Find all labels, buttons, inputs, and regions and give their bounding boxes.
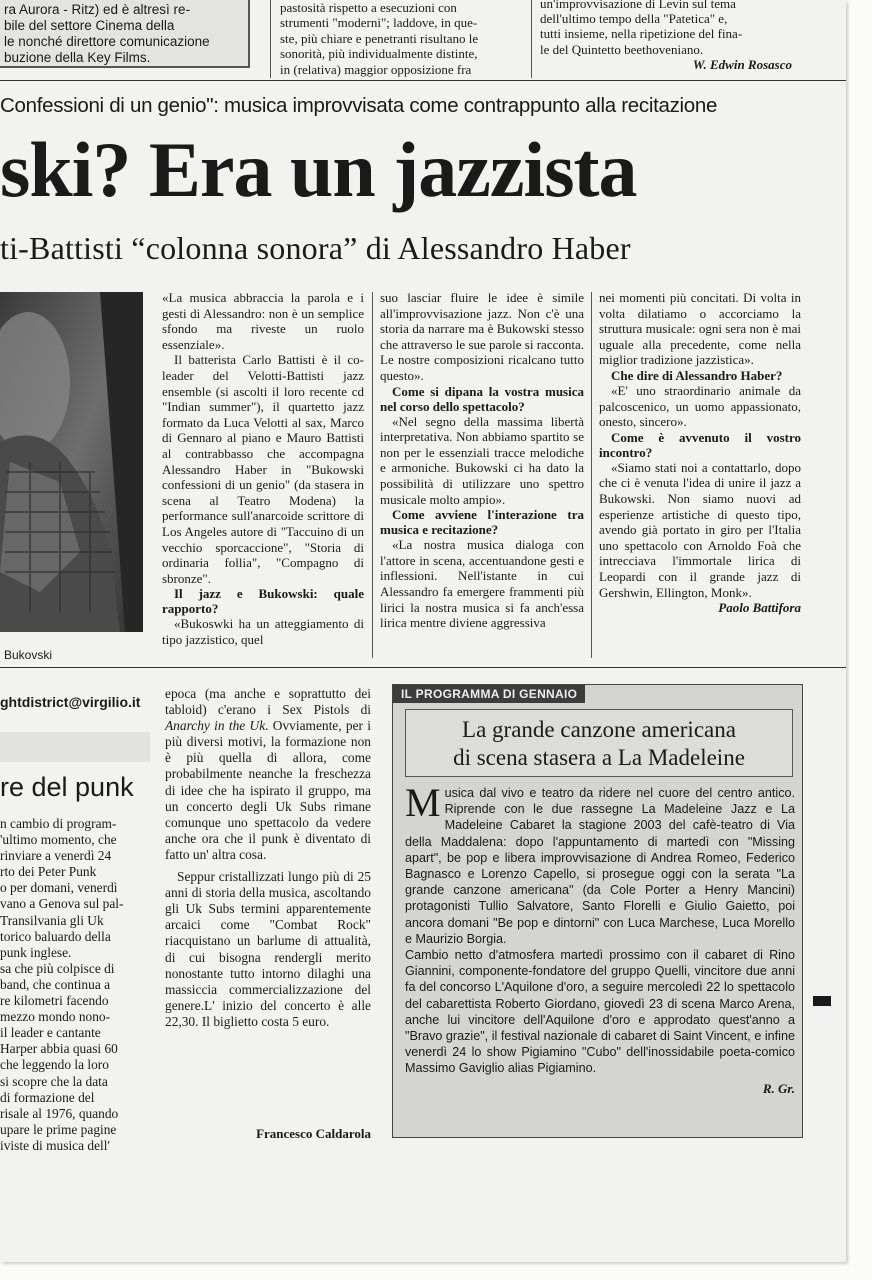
text-run: usica dal vivo e teatro da ridere nel cuore del centro antico. Riprende con le due rassegne La Madeleine Jazz e La Madeleine Cabaret la stagione 2003 del cafè-teatro di Via della Maddalena: dopo l'appuntamento di martedì con "Missing apart", be pop e libera improvvisazione di Andrea Romeo, Federico Bagnasco e Lorenzo Capello, si prosegue oggi con la serata "La grande canzone americana" (da Cole Porter a Henry Mancini) protagonisti Tullio Salvatore, Santo Florelli e Giulio Gaietto, poi ancora domani "Be pop e dintorni" con Luca Marchese, Luca Morello e Maurizio Borgia. <box>405 786 795 946</box>
punk-line: il leader e cantante <box>0 1025 101 1041</box>
programma-tag: IL PROGRAMMA DI GENNAIO <box>393 685 585 703</box>
interview-question: Come avviene l'interazione tra musica e recitazione? <box>380 507 584 538</box>
interview-question: Come è avvenuto il vostro incontro? <box>599 429 801 460</box>
programma-body <box>405 780 795 1097</box>
punk-line: rinviare a venerdì 24 <box>0 848 112 864</box>
article-column-2 <box>380 290 584 631</box>
article-byline: Paolo Battifora <box>718 600 801 616</box>
top-right-line: un'improvvisazione di Levin sul tema <box>540 0 736 11</box>
top-right-line: dell'ultimo tempo della "Patetica" e, <box>540 11 728 27</box>
top-left-line: bile del settore Cinema della <box>4 18 175 33</box>
punk-line: band, che continua a <box>0 976 111 992</box>
punk-line: n cambio di program- <box>0 816 117 831</box>
paragraph: nei momenti più concitati. Di volta in volta dilatiamo o accorciamo la struttura musicale: ogni sera non è mai uguale alla precedente, come nella miglior tradizione jazzistica». <box>599 290 801 368</box>
top-left-line: buzione della Key Films. <box>4 50 151 65</box>
punk-line: 'ultimo momento, che <box>0 832 117 848</box>
top-left-line: le nonché direttore comunicazione <box>4 34 210 49</box>
edge-marker <box>813 996 831 1006</box>
programma-byline: R. Gr. <box>762 1080 795 1096</box>
programma-headline-line: di scena stasera a La Madeleine <box>453 745 745 770</box>
punk-line: mezzo mondo nono- <box>0 1009 111 1025</box>
punk-line: Transilvania gli Uk <box>0 912 104 928</box>
paragraph: «La nostra musica dialoga con l'attore in scena, accentuandone gesti e inflessioni. Nell'istante in cui Alessandro fa emergere frammenti più lirici la nostra musica si fa anch'essa lirica mentre diviene aggressiva <box>380 537 584 631</box>
paragraph: «Bukoswki ha un atteggiamento di tipo jazzistico, quel <box>162 616 364 647</box>
paragraph <box>405 780 795 947</box>
punk-line: iviste di musica dell' <box>0 1137 110 1153</box>
punk-email: ghtdistrict@virgilio.it <box>0 694 141 710</box>
paragraph: Il batterista Carlo Battisti è il co-leader del Velotti-Battisti jazz ensemble (si ascolti il loro recente cd "Indian summer"), il quartetto jazz formato da Luca Velotti al sax, Marco di Gennaro al piano e Mauro Battisti al contrabbasso che accompagna Alessandro Haber in "Bukowski confessioni di un genio" (da stasera in scena al Teatro Modena) la performance sull'anarcoide scrittore di Los Angeles autore di "Taccuino di un vecchio sporcaccione", "Storia di ordinaria follia", "Compagno di sbronze". <box>162 352 364 586</box>
punk-line: si scopre che la data <box>0 1073 108 1089</box>
punk-line: o per domani, venerdì <box>0 880 118 896</box>
punk-line: di formazione del <box>0 1089 95 1105</box>
paragraph: Cambio netto d'atmosfera martedì prossimo con il cabaret di Rino Giannini, componente-fondatore del gruppo Quelli, vincitore due anni fa del concorso L'Aquilone d'oro, a seguire mercoledì 22 lo spettacolo del cabarettista Roberto Giordano, giovedì 23 di scena Marco Arena, anche lui vincitore dell'Aquilone d'oro e approdato quest'anno a "Bravo grazie", il festival nazionale di cabaret di Saint Vincent, e infine venerdì 24 lo show Pigiamino "Cubo" dell'inossidabile poeta-comico Massimo Gaviglio alias Pigiamino. <box>405 948 795 1076</box>
paragraph: Seppur cristallizzati lungo più di 25 anni di storia della musica, ascoltando gli Uk Subs termini apparentemente arcaici come "Combat Rock" riacquistano un barlume di attualità, di cui bisogna rendergli merito nonostante tutto intorno dilaghi una massiccia commercializzazione del genere.L' inizio del concerto è alle 22,30. Il biglietto costa 5 euro. <box>165 869 371 1029</box>
punk-left-column <box>0 816 152 1154</box>
punk-right-column <box>165 686 371 1141</box>
top-middle-line: strumenti "moderni"; laddove, in que- <box>280 15 478 31</box>
punk-line: Harper abbia quasi 60 <box>0 1041 118 1057</box>
paragraph: «E' uno straordinario animale da palcoscenico, un uomo appassionato, onesto, sincero». <box>599 382 801 430</box>
punk-line: rto dei Peter Punk <box>0 864 97 880</box>
top-middle-line: sonorità, più individualmente distinte, <box>280 46 478 62</box>
punk-line: risale al 1976, quando <box>0 1105 119 1121</box>
interview-question: Come si dipana la vostra musica nel corso dello spettacolo? <box>380 383 584 414</box>
paragraph <box>165 686 371 863</box>
programma-box <box>392 684 803 1138</box>
punk-grey-band <box>0 732 150 762</box>
photo-illustration <box>0 292 143 632</box>
top-left-box <box>0 0 250 68</box>
paragraph: «Nel segno della massima libertà interpretativa. Non abbiamo spartito se non per le essenziali tracce melodiche e armoniche. Bukowski ci ha dato la possibilità di utilizzare uno spettro musicale molto ampio». <box>380 413 584 507</box>
top-middle-line: pastosità rispetto a esecuzioni con <box>280 0 457 15</box>
top-middle-line: in (relativa) maggior opposizione fra <box>280 61 472 77</box>
top-right-text <box>540 0 792 72</box>
punk-line: punk inglese. <box>0 944 72 960</box>
paragraph: «La musica abbraccia la parola e i gesti di Alessandro: non è un semplice sfondo ma riveste un ruolo essenziale». <box>162 290 364 352</box>
punk-line: sa che più colpisce di <box>0 960 115 976</box>
interview-question: Che dire di Alessandro Haber? <box>611 367 783 383</box>
punk-line: che leggendo la loro <box>0 1057 109 1073</box>
drop-cap: M <box>405 780 441 825</box>
top-middle-line: ste, più chiare e penetranti risultano le <box>280 30 479 46</box>
top-right-line: tutti insieme, nella ripetizione del fina- <box>540 26 743 42</box>
text-run: . Ovviamente, per i più diversi motivi, la formazione non è più quella di allora, come probabilmente neanche la freschezza di idee che ha ispirato il gruppo, ma un concerto degli Uk Subs rimane comunque uno spettacolo da vedere anche ora che il punk è diventato di fatto un' altra cosa. <box>165 718 371 862</box>
programma-headline-line: La grande canzone americana <box>462 717 736 742</box>
article-column-3 <box>599 290 801 616</box>
punk-byline: Francesco Caldarola <box>256 1126 371 1141</box>
interview-question: Il jazz e Bukowski: quale rapporto? <box>162 586 364 617</box>
paragraph: «Siamo stati noi a contattarlo, dopo che ci è venuta l'idea di unire il jazz a Bukowski. Non siamo nuovi ad esperienze artistiche di questo tipo, avendo già portato in giro per l'Italia uno spettacolo con Arnoldo Foà che intrecciava l'immortale lirica di Leopardi con il grande jazz di Gershwin, Ellington, Monk». <box>599 459 801 600</box>
top-right-byline: W. Edwin Rosasco <box>692 56 792 72</box>
article-kicker: Confessioni di un genio": musica improvvisata come contrappunto alla recitazione <box>0 94 718 117</box>
top-right-line: le del Quintetto beethoveniano. <box>540 41 704 57</box>
bukowski-photo <box>0 292 143 632</box>
text-run: epoca (ma anche e soprattutto dei tabloid) c'erano i Sex Pistols di <box>165 686 371 718</box>
punk-line: vano a Genova sul pal- <box>0 896 124 912</box>
article-subhead: ti-Battisti “colonna sonora” di Alessandro Haber <box>0 230 631 266</box>
punk-line: upare le prime pagine <box>0 1121 117 1137</box>
album-title: Anarchy in the Uk <box>165 718 266 734</box>
top-middle-text <box>280 0 524 77</box>
punk-line: torico baluardo della <box>0 928 111 944</box>
article-headline: ski? Era un jazzista <box>0 126 637 213</box>
paragraph: suo lasciar fluire le idee è simile all'improvvisazione jazz. Non c'è una storia da narrare ma è Bukowski stesso che attraverso le sue parole si racconta. Le nostre composizioni ricalcano tutto questo». <box>380 290 584 383</box>
punk-headline: re del punk <box>0 772 134 802</box>
article-column-1 <box>162 290 364 647</box>
punk-line: re kilometri facendo <box>0 993 109 1009</box>
top-left-line: ra Aurora - Ritz) ed è altresì re- <box>4 2 191 17</box>
programma-headline-box <box>405 709 793 777</box>
photo-caption: Bukovski <box>4 648 53 662</box>
